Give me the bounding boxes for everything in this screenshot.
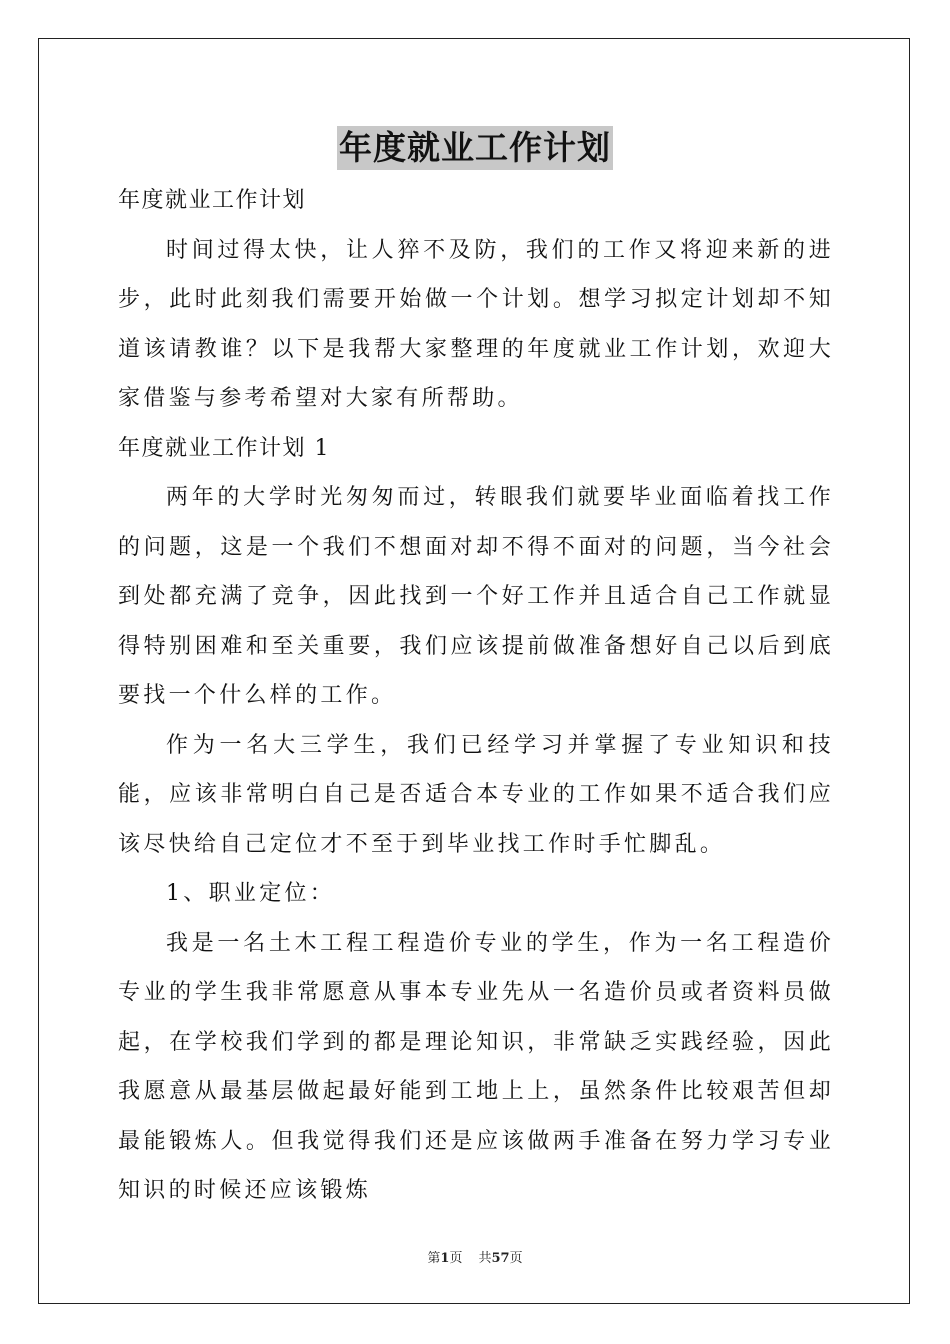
paragraph-body: 两年的大学时光匆匆而过，转眼我们就要毕业面临着找工作的问题，这是一个我们不想面对却不得不面对的问题，当今社会到处都充满了竞争，因此找到一个好工作并且适合自己工作就显得特别困难和至关重要，我们应该提前做准备想好自己以后到底要找一个什么样的工作。	[118, 485, 834, 708]
total-suffix: 页	[509, 1251, 523, 1266]
page-footer	[0, 1247, 950, 1266]
paragraph-body: 我是一名土木工程工程造价专业的学生，作为一名工程造价专业的学生我非常愿意从事本专业先从一名造价员或者资料员做起，在学校我们学到的都是理论知识，非常缺乏实践经验，因此我愿意从最基层做起最好能到工地上上，虽然条件比较艰苦但却最能锻炼人。但我觉得我们还是应该做两手准备在努力学习专业知识的时候还应该锻炼	[118, 930, 834, 1203]
page-prefix: 第	[427, 1251, 441, 1266]
paragraph-intro: 时间过得太快，让人猝不及防，我们的工作又将迎来新的进步，此时此刻我们需要开始做一个计划。想学习拟定计划却不知道该请教谁？以下是我帮大家整理的年度就业工作计划，欢迎大家借鉴与参考希望对大家有所帮助。	[118, 237, 834, 411]
page-number: 1	[440, 1251, 450, 1266]
total-pages: 57	[491, 1251, 510, 1266]
document-title: 年度就业工作计划	[337, 126, 613, 170]
paragraph-subtitle: 年度就业工作计划	[118, 188, 307, 213]
paragraph-body: 作为一名大三学生，我们已经学习并掌握了专业知识和技能，应该非常明白自己是否适合本专业的工作如果不适合我们应该尽快给自己定位才不至于到毕业找工作时手忙脚乱。	[118, 732, 834, 857]
title-container	[0, 126, 950, 170]
total-prefix: 共	[478, 1251, 492, 1266]
paragraph-section-heading: 年度就业工作计划 1	[118, 435, 330, 461]
document-body	[118, 176, 834, 1216]
page-suffix: 页	[449, 1251, 463, 1266]
paragraph-list-item: 1、职业定位：	[166, 881, 336, 906]
